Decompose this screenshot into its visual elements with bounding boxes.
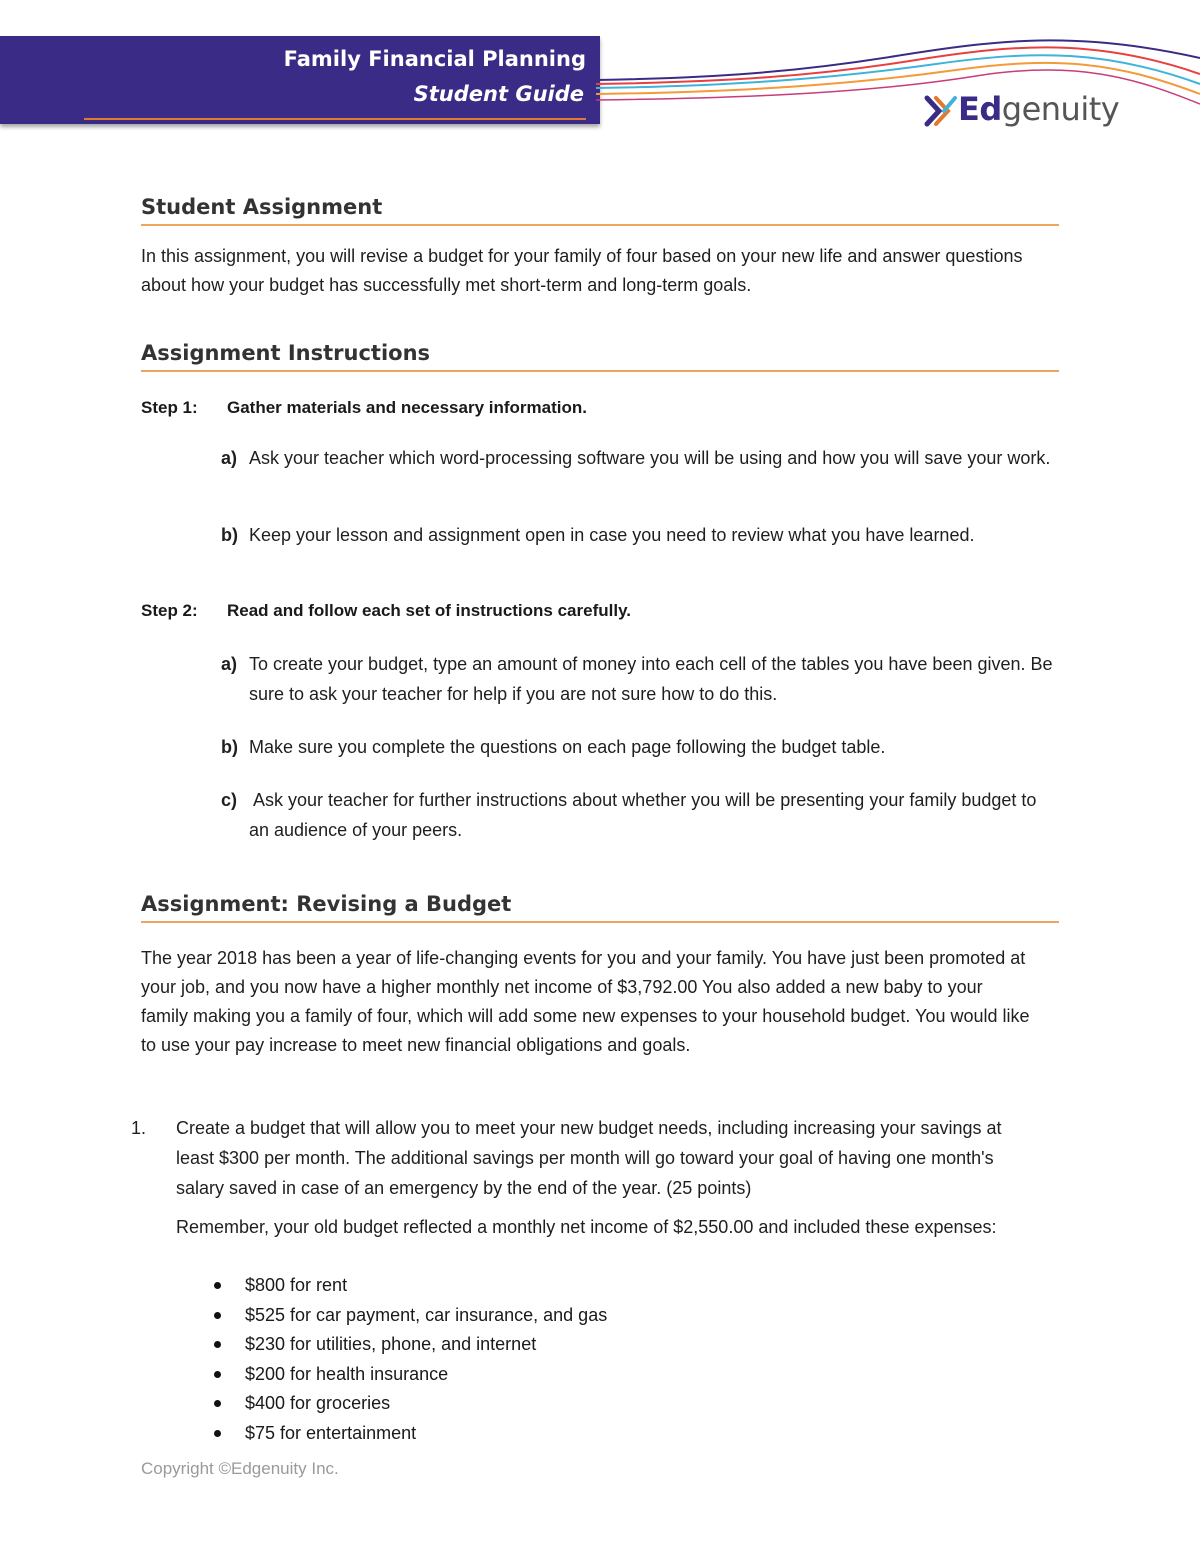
logo-wordmark: Edgenuity: [958, 90, 1120, 128]
step-2-item-c: c) Ask your teacher for further instructions about whether you will be presenting your family budget to an audience of your peers.: [221, 790, 1037, 840]
list-item: $525 for car payment, car insurance, and gas: [211, 1301, 607, 1331]
instructions-heading: Assignment Instructions: [141, 341, 1059, 372]
list-item: $400 for groceries: [211, 1389, 607, 1419]
step-1-item-b: b) Keep your lesson and assignment open in case you need to review what you have learned.: [221, 525, 975, 545]
step-1-item-a: a) Ask your teacher which word-processing software you will be using and how you will save your work.: [221, 448, 1051, 468]
student-assignment-text: In this assignment, you will revise a budget for your family of four based on your new life and answer questions about how your budget has successfully met short-term and long-term goals.: [141, 246, 1023, 295]
list-item: $800 for rent: [211, 1271, 607, 1301]
list-item: $75 for entertainment: [211, 1419, 607, 1449]
question-text: Create a budget that will allow you to meet your new budget needs, including increasing your savings at least $300 per month. The additional savings per month will go toward your goal of having one month's salary saved in case of an emergency by the end of the year. (25 points): [176, 1118, 1002, 1198]
step-1: Step 1: Gather materials and necessary information.: [141, 398, 587, 417]
course-title: Family Financial Planning: [283, 47, 586, 71]
copyright-footer: Copyright ©Edgenuity Inc.: [141, 1459, 339, 1478]
revising-intro-text: The year 2018 has been a year of life-changing events for you and your family. You have just been promoted at your job, and you now have a higher monthly net income of $3,792.00 You also added a new baby to your family making you a family of four, which will add some new expenses to your household budget. You would like to use your pay increase to meet new financial obligations and goals.: [141, 948, 1030, 1055]
student-assignment-heading: Student Assignment: [141, 195, 1059, 226]
remember-text: Remember, your old budget reflected a monthly net income of $2,550.00 and included these expenses:: [176, 1217, 997, 1237]
list-item: $200 for health insurance: [211, 1360, 607, 1390]
banner-divider: [84, 118, 586, 120]
expense-list: [211, 1271, 607, 1448]
list-item: $230 for utilities, phone, and internet: [211, 1330, 607, 1360]
step-2-item-b: b) Make sure you complete the questions on each page following the budget table.: [221, 737, 886, 757]
guide-subtitle: Student Guide: [413, 82, 584, 106]
question-number: 1.: [131, 1118, 147, 1138]
step-2: Step 2: Read and follow each set of instructions carefully.: [141, 601, 631, 620]
header-banner: [0, 36, 600, 124]
revising-budget-heading: Assignment: Revising a Budget: [141, 892, 1059, 923]
step-2-item-a: a) To create your budget, type an amount of money into each cell of the tables you have been given. Be sure to ask your teacher for help if you are not sure how to do this.: [221, 654, 1053, 704]
edgenuity-x-icon: [924, 94, 958, 128]
question-1: [131, 1113, 1011, 1203]
